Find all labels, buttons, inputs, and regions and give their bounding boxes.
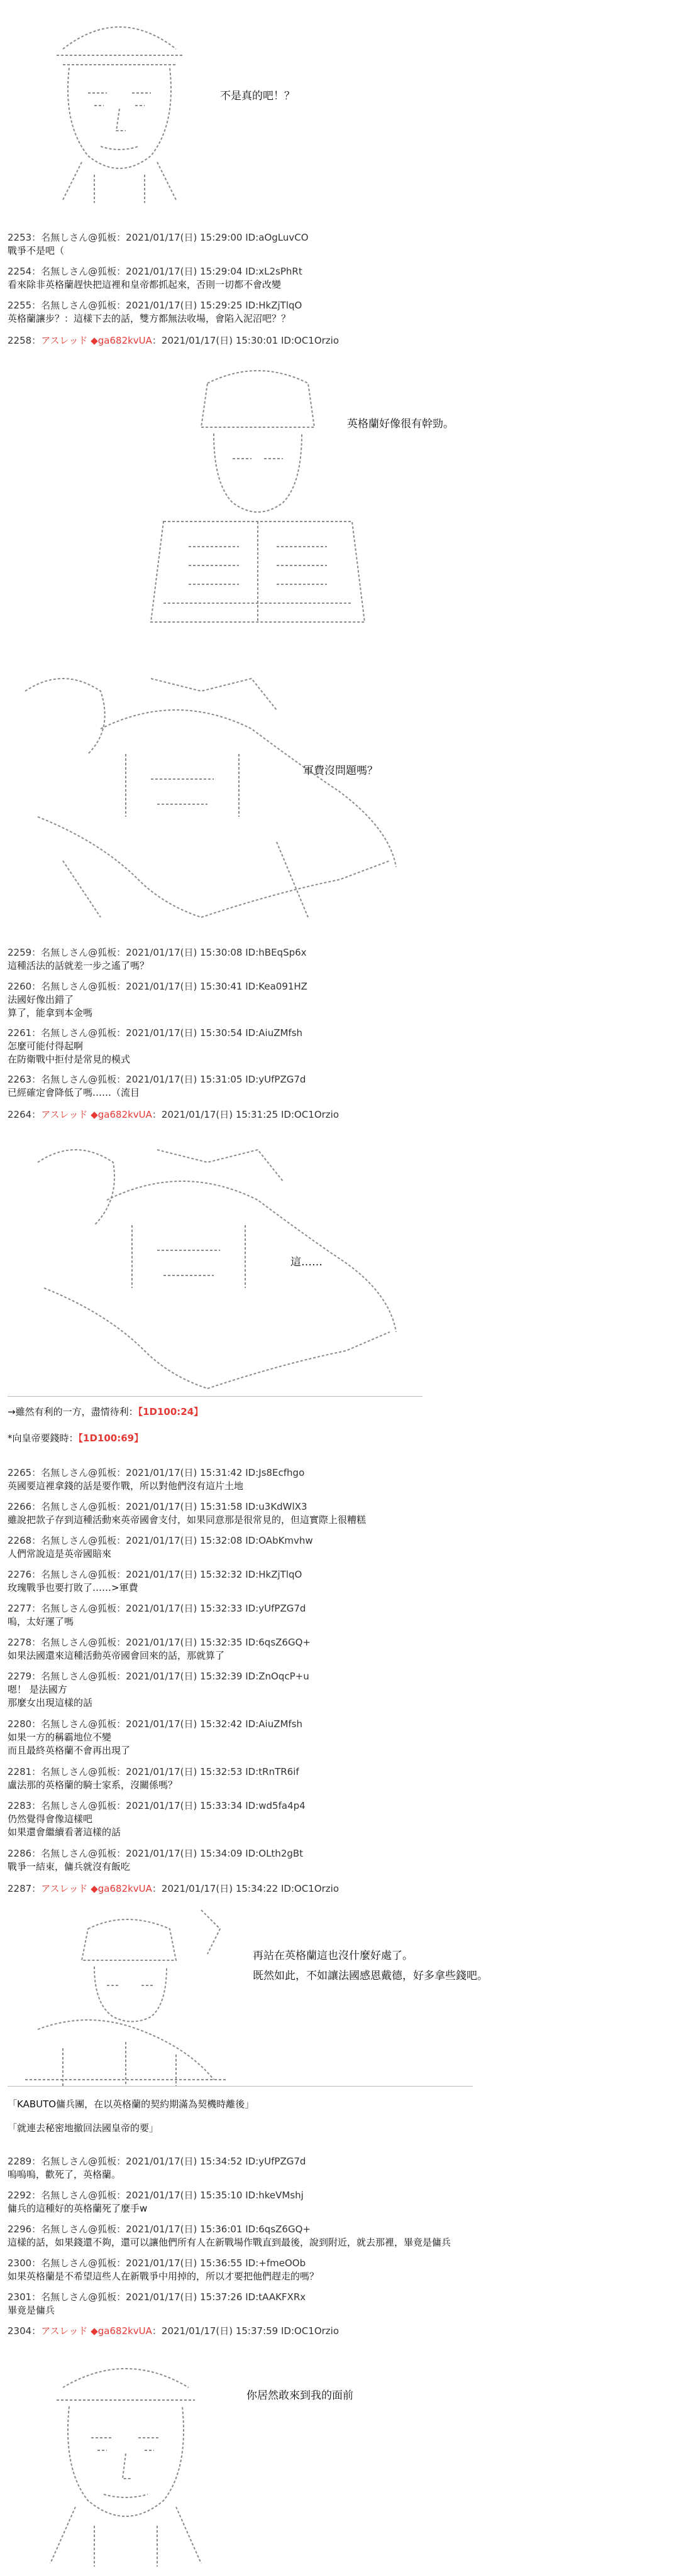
post-body: 戰爭不是吧（ (8, 245, 65, 256)
post-body: 看來除非英格蘭趕快把這裡和皇帝都抓起來，否則一切都不會改變 (8, 279, 282, 290)
post-2292 (8, 2189, 674, 2215)
post-body: 已經確定會降低了嗎……（流目 (8, 1087, 140, 1098)
post-body: 怎麼可能付得起啊 在防衛戰中拒付是常見的模式 (8, 1040, 131, 1065)
post-header: 2283：名無しさん@狐板：2021/01/17(日) 15:33:34 ID:wd5fa4p4 (8, 1800, 306, 1811)
post-body: 如果英格蘭是不希望這些人在新戰爭中用掉的，所以才要把他們趕走的嗎？ (8, 2271, 319, 2282)
narration-line-1: 「KABUTO傭兵團，在以英格蘭的契約期滿為契機時離後」 (8, 2098, 255, 2110)
soldier-face-drawing (25, 5, 214, 206)
post-2265 (8, 1466, 674, 1493)
soldier-face-2-drawing (19, 2344, 233, 2570)
post-2276 (8, 1568, 674, 1595)
crowned-figure-drawing-2 (13, 1131, 402, 1395)
post-2300 (8, 2257, 674, 2283)
post-header: 2286：名無しさん@狐板：2021/01/17(日) 15:34:09 ID:OLth2gBt (8, 1848, 304, 1859)
speech-bubble-6: 你居然敢來到我的面前 (246, 2389, 353, 2402)
post-body: 如果一方的稱霸地位不變 而且最終英格蘭不會再出現了 (8, 1732, 131, 1756)
dice-label: →雖然有利的一方，盡情待利： (8, 1406, 138, 1417)
post-header: 2265：名無しさん@狐板：2021/01/17(日) 15:31:42 ID:Js8Ecfhgo (8, 1467, 305, 1478)
post-header: 2253：名無しさん@狐板：2021/01/17(日) 15:29:00 ID:aOgLuvCO (8, 232, 309, 243)
post-2278 (8, 1636, 674, 1662)
post-header: 2260：名無しさん@狐板：2021/01/17(日) 15:30:41 ID:Kea091HZ (8, 981, 307, 992)
divider-line (8, 1396, 422, 1397)
post-2253 (8, 231, 674, 258)
post-header: 2289：名無しさん@狐板：2021/01/17(日) 15:34:52 ID:yUfPZG7d (8, 2156, 306, 2167)
ascii-art-crowned-figure-2 (13, 1131, 402, 1395)
post-header: 2254：名無しさん@狐板：2021/01/17(日) 15:29:04 ID:xL2sPhRt (8, 266, 302, 277)
speech-bubble-4: 這…… (290, 1256, 323, 1269)
narration-line-2: 「就連去秘密地撤回法國皇帝的要」 (8, 2122, 159, 2134)
post-meta: ：2021/01/17(日) 15:34:22 ID:OC1Orzio (152, 1883, 340, 1894)
post-header: 2263：名無しさん@狐板：2021/01/17(日) 15:31:05 ID:yUfPZG7d (8, 1074, 306, 1085)
post-2255 (8, 299, 674, 325)
post-header: 2301：名無しさん@狐板：2021/01/17(日) 15:37:26 ID:tAAKFXRx (8, 2291, 306, 2303)
op-post-2287 (8, 1882, 674, 1896)
post-body: 英國要這裡拿錢的話是要作戰，所以對他們沒有這片土地 (8, 1480, 244, 1492)
dice-label: *向皇帝要錢時： (8, 1433, 79, 1444)
poster-trip: ◆ga682kvUA (91, 1883, 152, 1894)
post-body: 嗚嗚嗚，歡死了，英格蘭。 (8, 2169, 121, 2180)
poster-name[interactable]: アスレッド (41, 335, 88, 346)
post-2280 (8, 1718, 674, 1757)
post-2266 (8, 1500, 674, 1527)
post-2261 (8, 1027, 674, 1066)
post-body: 戰爭一結束，傭兵就沒有飯吃 (8, 1861, 131, 1872)
ascii-art-soldier-face-2 (19, 2344, 233, 2570)
post-header: 2280：名無しさん@狐板：2021/01/17(日) 15:32:42 ID:AiuZMfsh (8, 1718, 303, 1730)
speech-bubble-5a: 再站在英格蘭這也沒什麼好處了。 (253, 1950, 413, 1962)
poster-trip: ◆ga682kvUA (91, 2325, 152, 2337)
post-header: 2278：名無しさん@狐板：2021/01/17(日) 15:32:35 ID:6qsZ6GQ+ (8, 1637, 311, 1648)
post-body: 人們常說這是英帝國賠來 (8, 1548, 112, 1559)
post-header (8, 2325, 674, 2338)
post-header: 2261：名無しさん@狐板：2021/01/17(日) 15:30:54 ID:AiuZMfsh (8, 1027, 303, 1039)
post-header: 2281：名無しさん@狐板：2021/01/17(日) 15:32:53 ID:tRnTR6if (8, 1766, 299, 1777)
post-body: 英格蘭讓步？：這樣下去的話，雙方都無法收場，會陷入泥沼吧？？ (8, 313, 291, 324)
dice-value: 【1D100:69】 (78, 1433, 144, 1444)
post-header: 2259：名無しさん@狐板：2021/01/17(日) 15:30:08 ID:hBEqSp6x (8, 947, 307, 958)
post-header (8, 334, 674, 347)
post-body: 傭兵的這種好的英格蘭死了麼手w (8, 2203, 148, 2214)
post-2263 (8, 1073, 674, 1100)
post-body: 畢竟是傭兵 (8, 2305, 55, 2316)
post-header: 2277：名無しさん@狐板：2021/01/17(日) 15:32:33 ID:yUfPZG7d (8, 1603, 306, 1614)
ascii-art-crowned-figure (13, 653, 402, 924)
post-header: 2255：名無しさん@狐板：2021/01/17(日) 15:29:25 ID:HkZjTlqO (8, 300, 302, 311)
poster-name[interactable]: アスレッド (41, 1883, 88, 1894)
op-post-2258 (8, 334, 674, 347)
post-2281 (8, 1766, 674, 1792)
speech-bubble-1: 不是真的吧！？ (220, 90, 295, 102)
post-body: 嗚，太好運了嗎 (8, 1616, 74, 1627)
post-header: 2266：名無しさん@狐板：2021/01/17(日) 15:31:58 ID:u3KdWlX3 (8, 1501, 307, 1512)
post-body: 玫瑰戰爭也要打敗了……>軍費 (8, 1582, 138, 1593)
post-number: 2264： (8, 1109, 41, 1120)
post-2283 (8, 1799, 674, 1839)
post-2259 (8, 946, 674, 973)
post-header (8, 1108, 674, 1122)
post-2296 (8, 2223, 674, 2249)
speech-bubble-3: 軍費沒問題嗎？ (303, 765, 378, 777)
post-header (8, 1882, 674, 1896)
ascii-art-officer (126, 358, 390, 628)
crowned-figure-drawing (13, 653, 402, 924)
post-number: 2258： (8, 335, 41, 346)
ascii-art-soldier-face (25, 5, 214, 206)
post-header: 2296：名無しさん@狐板：2021/01/17(日) 15:36:01 ID:6qsZ6GQ+ (8, 2224, 311, 2235)
post-header: 2268：名無しさん@狐板：2021/01/17(日) 15:32:08 ID:OAbKmvhw (8, 1535, 313, 1546)
post-2279 (8, 1670, 674, 1710)
post-2254 (8, 265, 674, 292)
post-2301 (8, 2291, 674, 2317)
post-body: 如果法國還來這種活動英帝國會回來的話，那就算了 (8, 1650, 225, 1661)
soldier-seated-drawing (13, 1904, 239, 2092)
post-2286 (8, 1847, 674, 1874)
post-body: 嗯！ 是法國方 那麼女出現這樣的話 (8, 1684, 93, 1708)
post-body: 這種活法的話就差一步之遙了嗎？ (8, 960, 150, 971)
op-post-2304 (8, 2325, 674, 2338)
post-header: 2292：名無しさん@狐板：2021/01/17(日) 15:35:10 ID:hkeVMshj (8, 2190, 304, 2201)
post-body: 這樣的話，如果錢還不夠，還可以讓他們所有人在新戰場作戰直到最後，說到附近，就去那裡，畢竟是傭兵 (8, 2237, 451, 2248)
ascii-art-soldier-seated (13, 1904, 239, 2092)
post-header: 2300：名無しさん@狐板：2021/01/17(日) 15:36:55 ID:+fmeOOb (8, 2257, 306, 2269)
post-meta: ：2021/01/17(日) 15:31:25 ID:OC1Orzio (152, 1109, 340, 1120)
post-2289 (8, 2155, 674, 2181)
post-2260 (8, 980, 674, 1020)
post-number: 2287： (8, 1883, 41, 1894)
post-2268 (8, 1534, 674, 1561)
officer-drawing (126, 358, 390, 628)
post-body: 雖說把款子存到這種活動來英帝國會支付，如果同意那是很常見的，但這實際上很糟糕 (8, 1514, 367, 1525)
poster-name[interactable]: アスレッド (41, 1109, 88, 1120)
poster-name[interactable]: アスレッド (41, 2325, 88, 2337)
post-body: 法國好像出錯了 算了，能拿到本金嗎 (8, 994, 93, 1018)
speech-bubble-5b: 既然如此，不如讓法國感恩戴德，好多拿些錢吧。 (253, 1970, 488, 1982)
divider-line (8, 2086, 473, 2087)
post-meta: ：2021/01/17(日) 15:37:59 ID:OC1Orzio (152, 2325, 340, 2337)
op-post-2264 (8, 1108, 674, 1122)
poster-trip: ◆ga682kvUA (91, 335, 152, 346)
post-header: 2279：名無しさん@狐板：2021/01/17(日) 15:32:39 ID:ZnOqcP+u (8, 1671, 309, 1682)
speech-bubble-2: 英格蘭好像很有幹勁。 (347, 418, 454, 430)
dice-result-1 (8, 1405, 203, 1418)
dice-value: 【1D100:24】 (138, 1406, 204, 1417)
dice-result-2 (8, 1431, 143, 1444)
post-body: 仍然覺得會像這樣吧 如果還會繼續看著這樣的話 (8, 1813, 121, 1838)
post-number: 2304： (8, 2325, 41, 2337)
poster-trip: ◆ga682kvUA (91, 1109, 152, 1120)
post-header: 2276：名無しさん@狐板：2021/01/17(日) 15:32:32 ID:HkZjTlqO (8, 1569, 302, 1580)
post-meta: ：2021/01/17(日) 15:30:01 ID:OC1Orzio (152, 335, 340, 346)
post-body: 盧法那的英格蘭的騎士家系，沒關係嗎？ (8, 1779, 178, 1791)
post-2277 (8, 1602, 674, 1629)
